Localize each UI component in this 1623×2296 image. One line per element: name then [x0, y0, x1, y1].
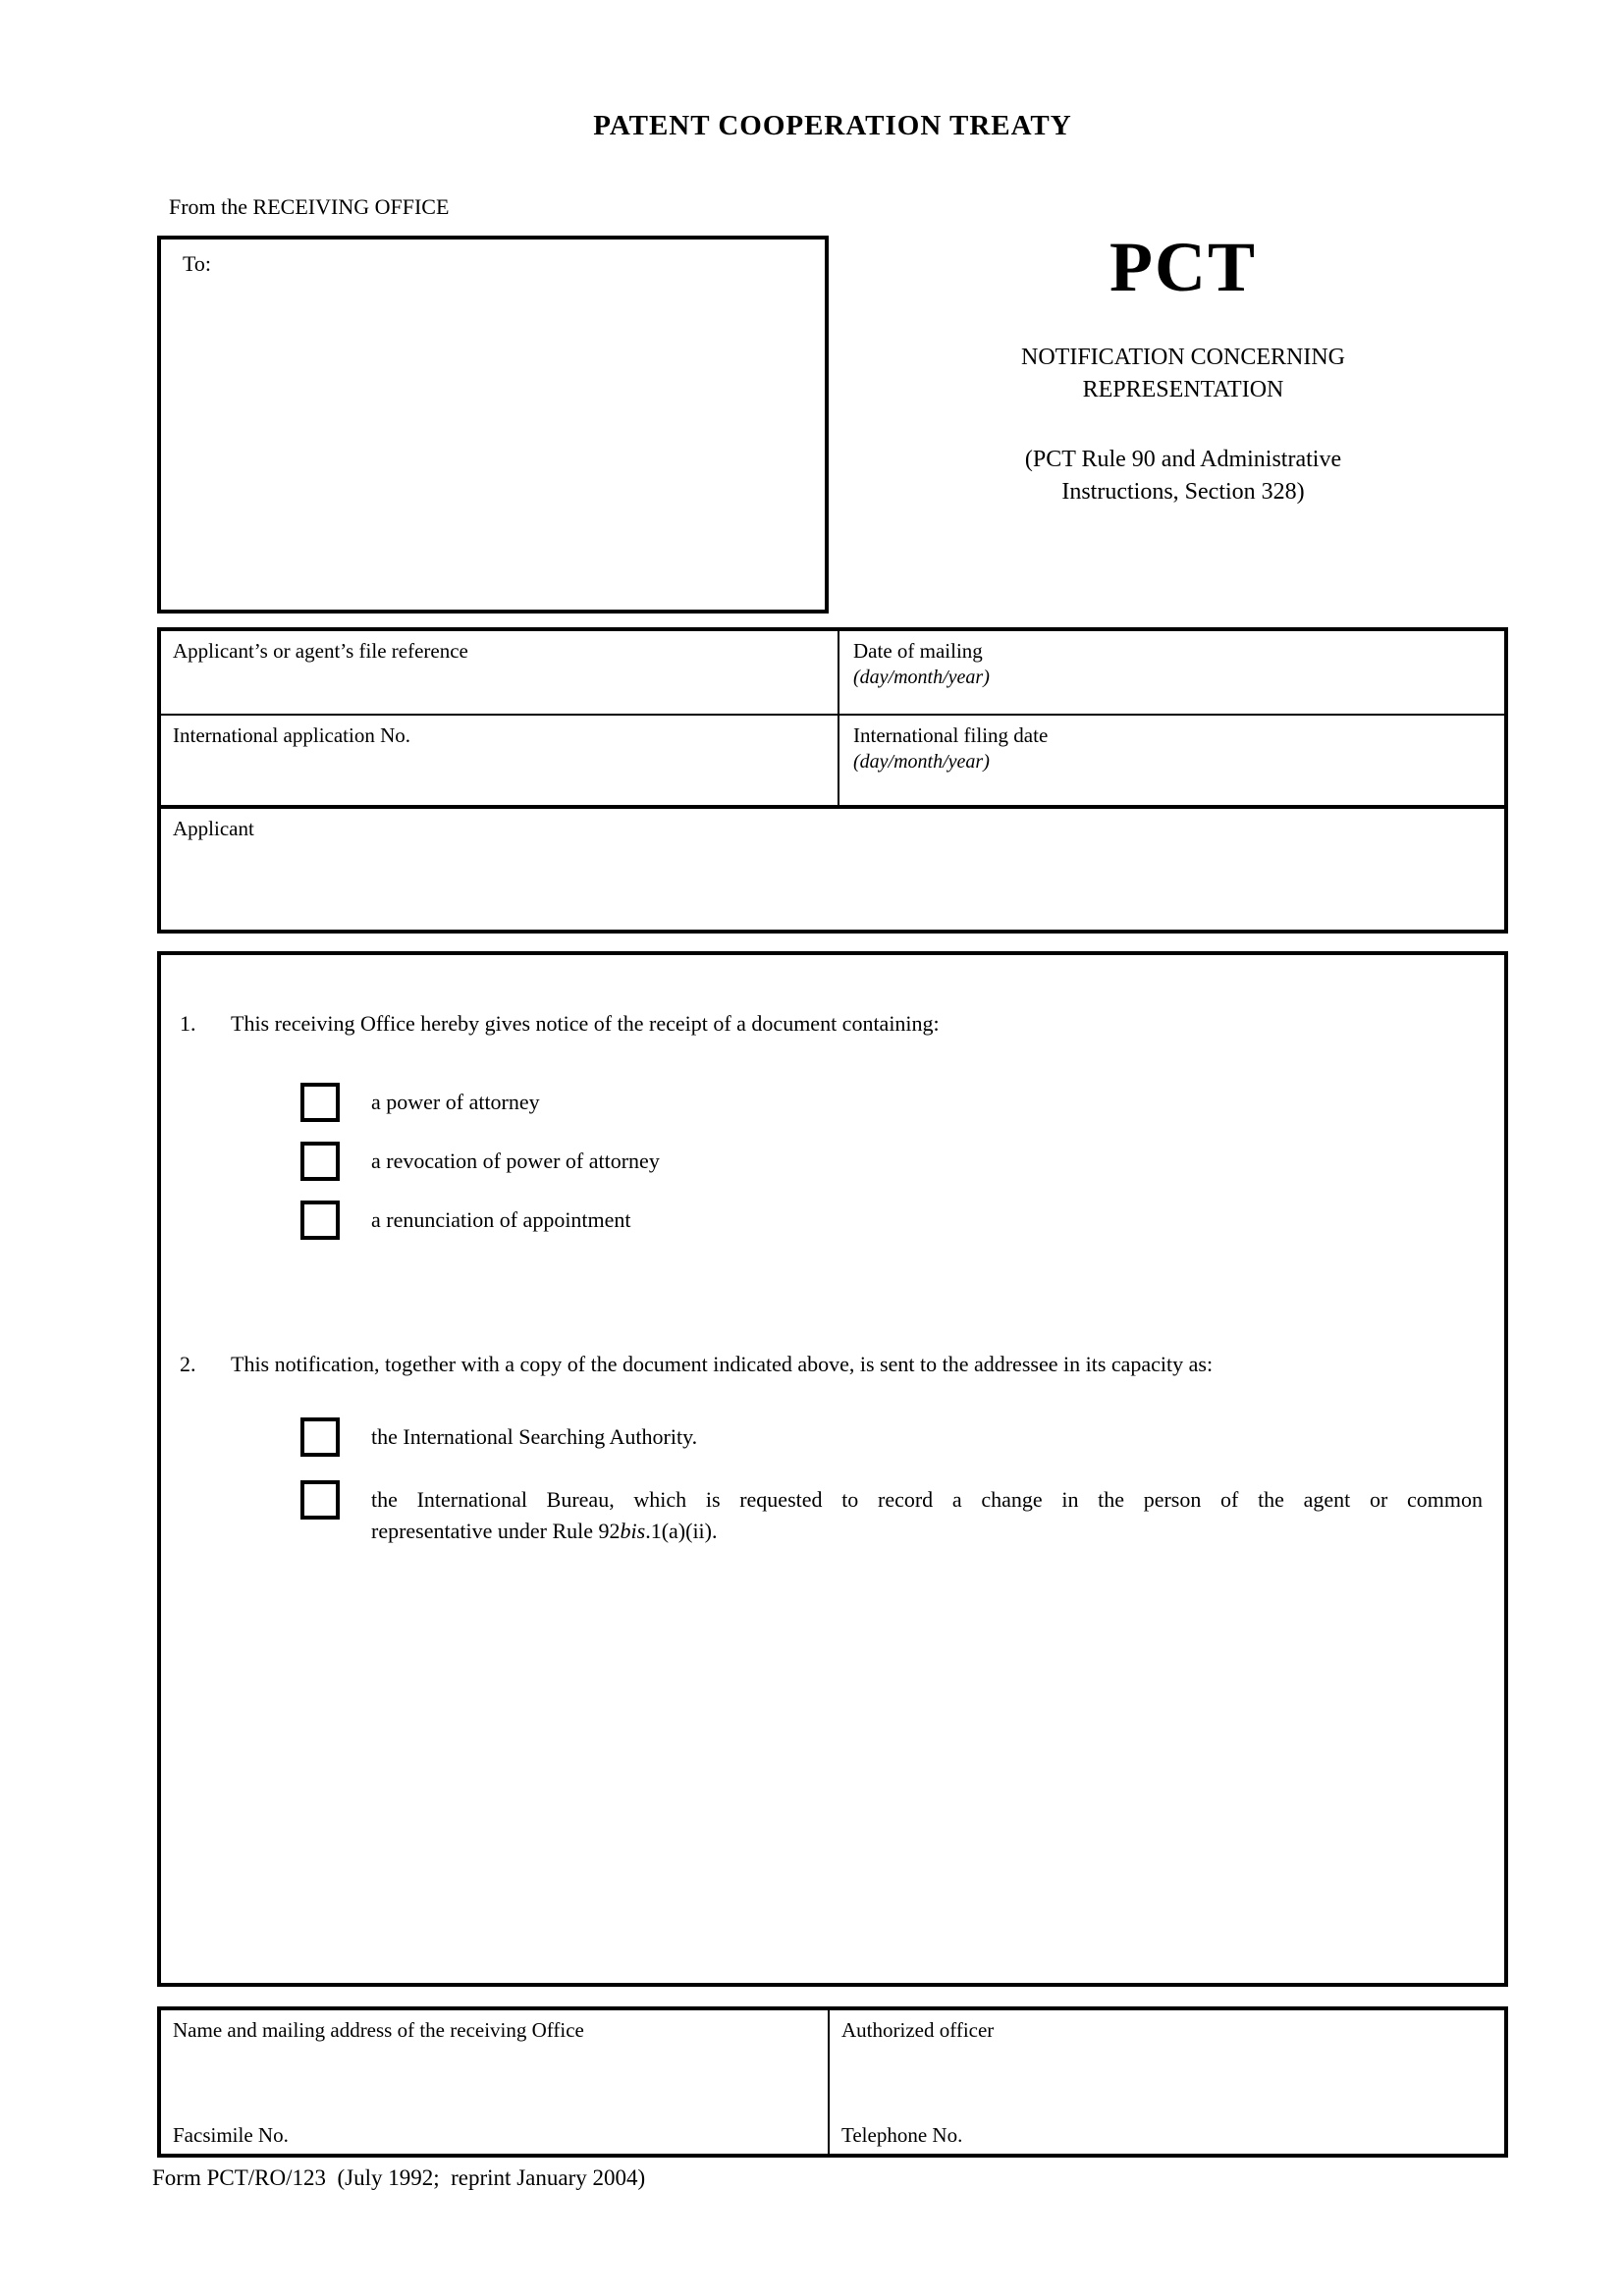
file-reference-cell: [161, 631, 839, 714]
authorized-officer-label: Authorized officer: [841, 2018, 995, 2042]
form-identifier-footer: Form PCT/RO/123 (July 1992; reprint January 2004): [152, 2165, 646, 2190]
notice-body-box: [157, 951, 1508, 1987]
authorized-officer-cell: [830, 2010, 1504, 2154]
option-revocation-of-power-of-attorney: [300, 1142, 660, 1181]
reference-info-table: [157, 627, 1508, 934]
item2-number: 2.: [180, 1352, 196, 1376]
item1-text: This receiving Office hereby gives notice of the receipt of a document containing:: [231, 1011, 940, 1036]
telephone-label: Telephone No.: [841, 2123, 963, 2147]
checkbox-international-bureau[interactable]: [300, 1480, 340, 1520]
applicant-label: Applicant: [173, 817, 254, 840]
option-label-line2-post: .1(a)(ii).: [645, 1519, 718, 1543]
from-receiving-office-line: From the RECEIVING OFFICE: [169, 194, 450, 219]
file-reference-label: Applicant’s or agent’s file reference: [173, 639, 468, 663]
checkbox-international-searching-authority[interactable]: [300, 1417, 340, 1457]
table-row: [161, 714, 1504, 805]
to-label: To:: [183, 251, 212, 276]
date-of-mailing-label: Date of mailing: [853, 639, 983, 663]
intl-filing-date-cell: [839, 716, 1504, 805]
pct-logo: PCT: [1109, 228, 1257, 306]
option-international-bureau: [300, 1480, 1483, 1547]
checkbox-power-of-attorney[interactable]: [300, 1083, 340, 1122]
table-row: [161, 805, 1504, 930]
checkbox-revocation-of-power-of-attorney[interactable]: [300, 1142, 340, 1181]
rule-reference-line2: Instructions, Section 328): [1061, 479, 1305, 505]
table-row: [161, 631, 1504, 714]
notification-title-line2: REPRESENTATION: [1082, 377, 1284, 402]
intl-application-no-cell: [161, 716, 839, 805]
option-label: a power of attorney: [371, 1090, 540, 1114]
item2-text: This notification, together with a copy of the document indicated above, is sent to the addressee in its capacity as:: [231, 1352, 1214, 1376]
form-header-block: [864, 228, 1502, 508]
option-power-of-attorney: [300, 1083, 540, 1122]
option-label: [371, 1484, 1483, 1547]
option-label-line1: the International Bureau, which is requested to record a change in the person of the agent or common: [371, 1487, 1483, 1512]
rule-reference-line1: (PCT Rule 90 and Administrative: [1024, 447, 1342, 472]
option-label: a renunciation of appointment: [371, 1207, 631, 1232]
notification-title-line1: NOTIFICATION CONCERNING: [1021, 345, 1345, 370]
signature-table: [157, 2006, 1508, 2158]
date-of-mailing-cell: [839, 631, 1504, 714]
intl-application-no-label: International application No.: [173, 723, 411, 747]
option-label-line2: [371, 1516, 1483, 1547]
addressee-box: [157, 236, 829, 614]
form-title: PATENT COOPERATION TREATY: [593, 110, 1072, 141]
option-renunciation-of-appointment: [300, 1201, 631, 1240]
intl-filing-date-label: International filing date: [853, 723, 1049, 747]
facsimile-label: Facsimile No.: [173, 2123, 289, 2147]
option-label: the International Searching Authority.: [371, 1424, 698, 1449]
option-international-searching-authority: [300, 1417, 697, 1457]
applicant-cell: [161, 809, 266, 930]
option-label-line2-italic: bis: [620, 1519, 646, 1543]
option-label-line2-pre: representative under Rule 92: [371, 1519, 621, 1543]
date-of-mailing-format: (day/month/year): [853, 667, 990, 688]
notification-title: [864, 342, 1502, 406]
option-label: a revocation of power of attorney: [371, 1148, 660, 1173]
item1-number: 1.: [180, 1011, 196, 1036]
rule-reference: [864, 444, 1502, 508]
checkbox-renunciation-of-appointment[interactable]: [300, 1201, 340, 1240]
receiving-office-label: Name and mailing address of the receiving Office: [173, 2018, 584, 2042]
intl-filing-date-format: (day/month/year): [853, 751, 990, 773]
receiving-office-cell: [161, 2010, 830, 2154]
